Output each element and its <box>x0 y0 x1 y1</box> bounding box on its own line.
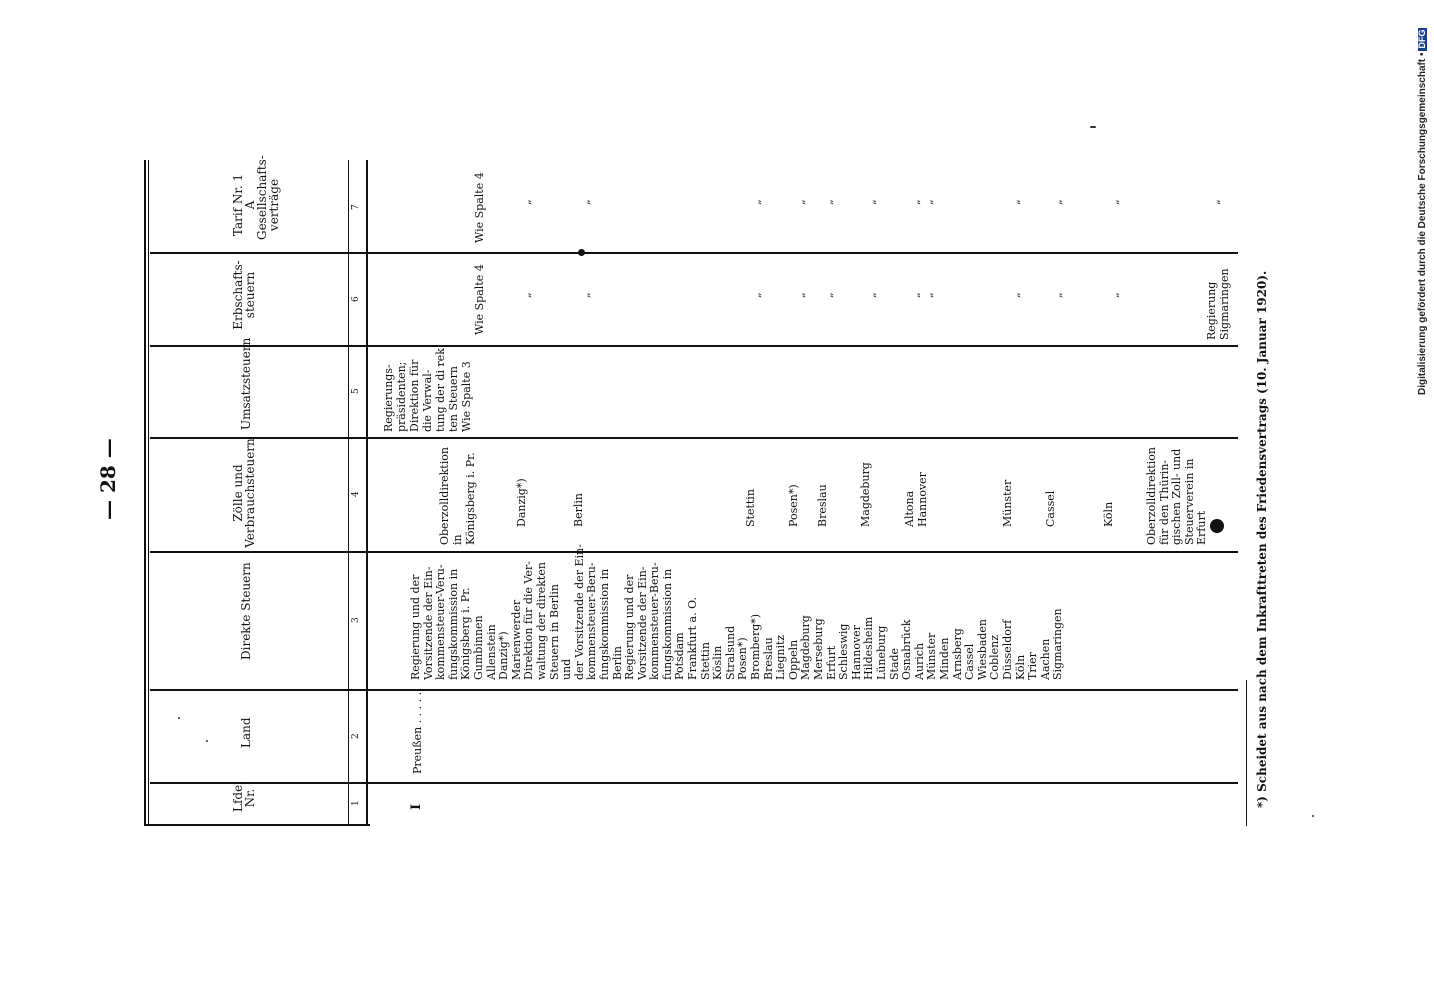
direkte-steuern-line: Osnabrück <box>900 619 914 680</box>
ditto-mark: „ <box>520 292 533 298</box>
colnum-4: 4 <box>351 491 361 497</box>
direkte-steuern-line: Arnsberg <box>950 628 964 680</box>
colnum-5: 5 <box>351 388 361 394</box>
zoll-danzig: Danzig*) <box>515 478 528 527</box>
footnote-rule <box>1246 680 1247 826</box>
direkte-steuern-line: Allenstein <box>484 624 498 680</box>
zoll-posen: Posen*) <box>787 484 800 527</box>
direkte-steuern-line: Potsdam <box>673 632 687 680</box>
direkte-steuern-line: der Vorsitzende der Ein- <box>572 544 586 680</box>
zoll-berlin: Berlin <box>572 493 585 527</box>
scan-speck <box>206 740 208 742</box>
direkte-steuern-line: Liegnitz <box>774 634 788 680</box>
zoll-cassel: Cassel <box>1044 490 1057 527</box>
direkte-steuern-line: Regierung und der <box>409 574 422 680</box>
ditto-mark: „ <box>1051 292 1064 298</box>
direkte-steuern-line: kommensteuer-Beru- <box>648 562 662 680</box>
direkte-steuern-line: Wiesbaden <box>975 618 989 680</box>
ditto-mark: „ <box>1009 199 1022 205</box>
zoll-muenster: Münster <box>1001 479 1014 527</box>
direkte-steuern-line: Bromberg*) <box>749 613 763 680</box>
direkte-steuern-line: Magdeburg <box>799 615 813 680</box>
header-lfde-nr: Lfde. Nr. <box>231 780 257 812</box>
ditto-mark: „ <box>1108 199 1121 205</box>
ditto-mark: „ <box>865 199 878 205</box>
colnum-2: 2 <box>351 733 361 739</box>
header-tarif: Tarif Nr. 1 A Gesellschafts- verträge <box>231 155 281 240</box>
direkte-steuern-line: waltung der direkten <box>534 562 548 680</box>
ditto-mark: „ <box>922 292 935 298</box>
header-umsatzsteuern: Umsatzsteuern <box>239 337 253 430</box>
ditto-mark: „ <box>794 199 807 205</box>
ink-dot <box>578 249 585 256</box>
direkte-steuern-line: und <box>560 658 574 680</box>
direkte-steuern-line: Breslau <box>761 637 775 680</box>
direkte-steuern-line: Schleswig <box>837 623 851 680</box>
direkte-steuern-line: Gumbinnen <box>471 615 485 680</box>
land-preussen: Preußen . . . . . <box>411 691 424 774</box>
direkte-steuern-line: kommensteuer-Veru- <box>434 564 448 680</box>
colnum-6: 6 <box>351 296 361 302</box>
ditto-mark: „ <box>922 199 935 205</box>
direkte-steuern-line: Stettin <box>698 642 712 680</box>
direkte-steuern-line: Trier <box>1026 652 1040 680</box>
dfg-credit <box>1418 28 1428 395</box>
row-number: I <box>409 803 424 810</box>
scan-speck <box>1312 815 1314 817</box>
footnote: *) Scheidet aus nach dem Inkrafttreten des Friedensvertrags (10. Januar 1920). <box>1255 270 1269 808</box>
col3-col2-divider <box>150 689 1238 691</box>
table-left-border <box>144 160 146 826</box>
direkte-steuern-line: Hannover <box>849 625 863 680</box>
direkte-steuern-line: Aurich <box>912 642 926 680</box>
zoll-erfurt: Oberzolldirektion für den Thürin- gischen Zoll- und Steuerverein in Erfurt <box>1145 447 1208 545</box>
zoll-koeln: Köln <box>1102 501 1115 527</box>
direkte-steuern-line: Münster <box>925 632 939 680</box>
direkte-steuern-line: Köln <box>1013 654 1027 680</box>
col6-col5-divider <box>150 345 1238 347</box>
ditto-mark: „ <box>750 199 763 205</box>
ditto-mark: „ <box>1009 292 1022 298</box>
header-separator <box>348 160 349 826</box>
direkte-steuern-line: Steuern in Berlin <box>547 584 561 680</box>
direkte-steuern-line: fungskommission in <box>660 568 674 680</box>
ditto-mark: „ <box>750 292 763 298</box>
direkte-steuern-line: Regierung und der <box>623 574 637 680</box>
direkte-steuern-line: Lüneburg <box>874 625 888 680</box>
direkte-steuern-line: kommensteuer-Beru- <box>585 562 599 680</box>
direkte-steuern-line: Hildesheim <box>862 616 876 680</box>
direkte-steuern-line: Aachen <box>1038 638 1052 680</box>
table-left-border-inner <box>148 160 149 826</box>
ditto-mark: „ <box>794 292 807 298</box>
direkte-steuern-line: Oppeln <box>786 639 800 680</box>
zoll-altona: Altona <box>903 490 916 527</box>
ditto-mark: „ <box>1051 199 1064 205</box>
page-number: — 28 — <box>96 438 120 520</box>
direkte-steuern-line: Cassel <box>963 643 977 680</box>
ditto-mark: „ <box>865 292 878 298</box>
zoll-hannover: Hannover <box>916 472 929 527</box>
colnum-7: 7 <box>351 204 361 210</box>
header-direkte-steuern: Direkte Steuern <box>239 562 253 660</box>
ditto-mark: „ <box>909 199 922 205</box>
direkte-steuern-line: Posen*) <box>736 637 750 680</box>
direkte-steuern-line: Danzig*) <box>497 631 511 680</box>
direkte-steuern-line: Königsberg i. Pr. <box>459 587 473 680</box>
direkte-steuern-line: Coblenz <box>988 635 1002 680</box>
header-zoelle: Zölle und Verbrauchsteuern <box>231 438 257 548</box>
ditto-mark: „ <box>1209 199 1222 205</box>
ink-blot <box>1210 519 1224 533</box>
header-erbschaftssteuern: Erbschafts- steuern <box>231 260 257 330</box>
direkte-steuern-line: Minden <box>937 637 951 680</box>
scan-speck <box>178 717 180 719</box>
colnum-3: 3 <box>351 617 361 623</box>
colnum-1: 1 <box>351 800 361 806</box>
dfg-logo: DFG <box>1417 29 1427 49</box>
col7-col6-divider <box>150 252 1238 254</box>
zoll-stettin: Stettin <box>744 489 757 527</box>
col2-col1-divider <box>150 782 1238 784</box>
ditto-mark: „ <box>520 199 533 205</box>
col5-col4-divider <box>150 437 1238 439</box>
ditto-mark: „ <box>1108 292 1121 298</box>
erbschaft-entry: Wie Spalte 4 <box>473 264 486 335</box>
direkte-steuern-line: Köslin <box>711 645 725 680</box>
header-land: Land <box>239 717 253 748</box>
direkte-steuern-line: fungskommission in <box>597 568 611 680</box>
direkte-steuern-line: Sigmaringen <box>1051 608 1065 680</box>
direkte-steuern-line: Direktion für die Ver- <box>522 561 536 680</box>
ditto-mark: „ <box>822 199 835 205</box>
table-bottom-left <box>144 824 370 826</box>
colnum-separator <box>366 160 368 826</box>
erbschaft-sigmaringen: Regierung Sigmaringen <box>1205 268 1231 340</box>
direkte-steuern-line: Vorsitzende der Ein- <box>635 566 649 680</box>
direkte-steuern-list <box>410 540 1065 680</box>
umsatz-entry: Regierungs- präsidenten; Direktion für die Verwal- tung der di rek ten Steuern Wie Spalte 3 <box>382 348 473 432</box>
direkte-steuern-line: Merseburg <box>812 618 825 680</box>
ditto-mark: „ <box>579 292 592 298</box>
dfg-credit-text: Digitalisierung gefördert durch die Deutsche Forschungsgemeinschaft • <box>1417 52 1428 395</box>
direkte-steuern-line: Erfurt <box>824 645 838 680</box>
direkte-steuern-line: Düsseldorf <box>1000 619 1014 680</box>
direkte-steuern-line: Frankfurt a. O. <box>686 597 700 680</box>
zoll-magdeburg: Magdeburg <box>859 462 872 527</box>
zoll-breslau: Breslau <box>816 484 829 527</box>
direkte-steuern-line: fungskommission in <box>446 568 460 680</box>
direkte-steuern-line: Stralsund <box>723 625 737 680</box>
scan-speck <box>1090 126 1096 128</box>
direkte-steuern-line: Vorsitzende der Ein- <box>421 566 435 680</box>
direkte-steuern-line: Berlin <box>610 646 624 680</box>
zoll-koenigsberg: Oberzolldirektion in Königsberg i. Pr. <box>438 447 477 545</box>
ditto-mark: „ <box>909 292 922 298</box>
tarif-entry: Wie Spalte 4 <box>473 172 486 243</box>
ditto-mark: „ <box>579 199 592 205</box>
direkte-steuern-line: Stade <box>887 647 901 680</box>
direkte-steuern-line: Marienwerder <box>509 599 523 680</box>
ditto-mark: „ <box>822 292 835 298</box>
